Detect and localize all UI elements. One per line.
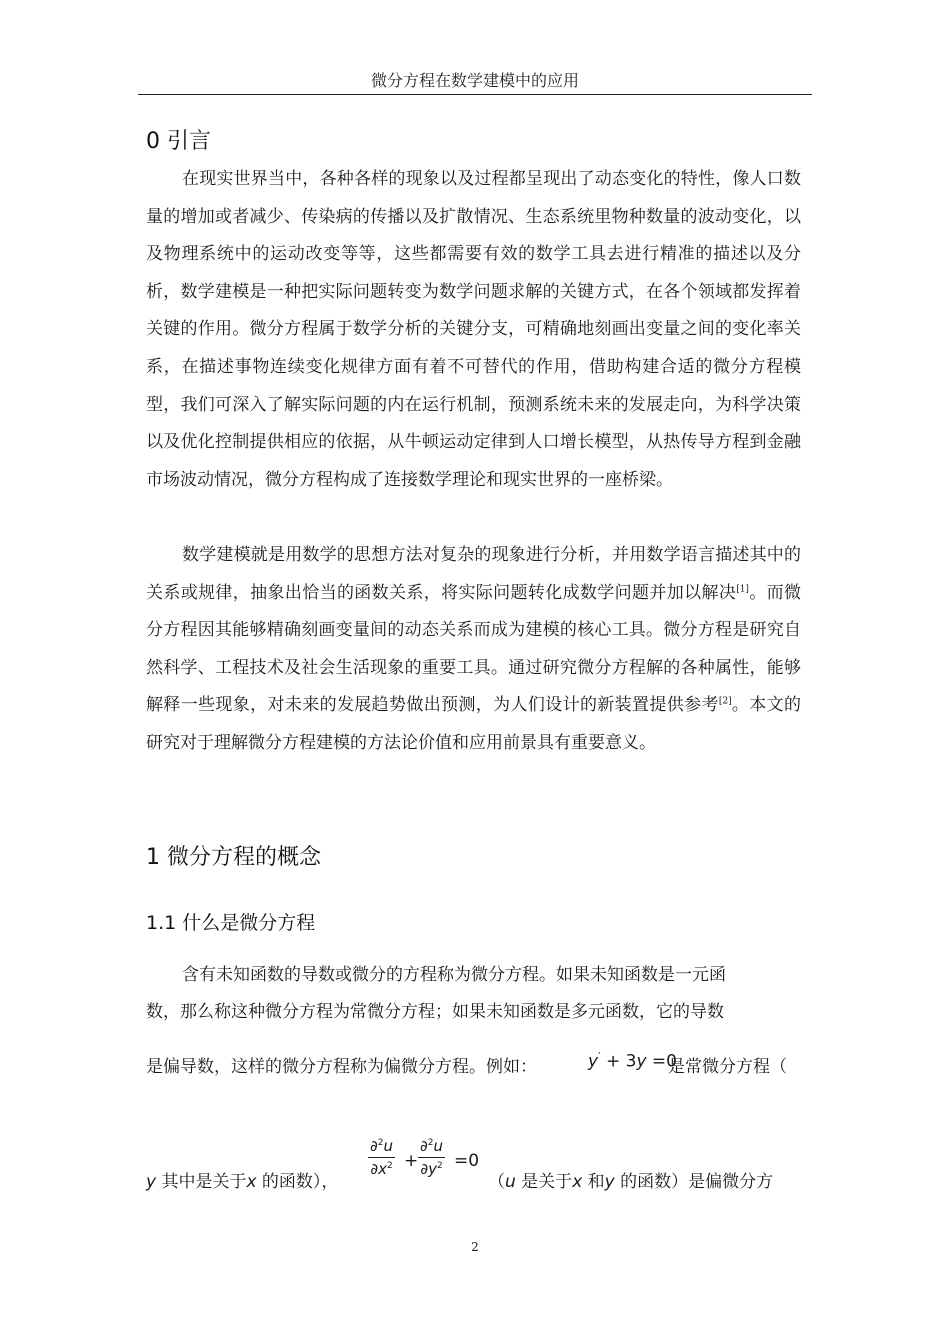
frac2-num-sup: 2 [427,1138,434,1148]
intro-paragraph-2 [146,537,801,763]
pde-fraction-1 [368,1137,395,1178]
concept-line-3-tail: 是常微分方程（ [668,1057,787,1077]
eq1-equals: =0 [646,1051,677,1072]
section-heading-intro: 0 引言 [146,129,211,154]
line4-text-6: 的函数）是偏微分方 [614,1172,774,1192]
line4-text-4: 是关于 [515,1172,573,1192]
concept-line-1: 含有未知函数的导数或微分的方程称为微分方程。如果未知函数是一元函 [182,965,726,985]
citation-1: [1] [736,583,749,594]
eq1-var-y2: y [636,1051,647,1072]
intro-paragraph-2-part-b: 。而微分方程因其能够精确刻画变量间的动态关系而成为建模的核心工具。微分方程是研究自然科学、工程技术及社会生活现象的重要工具。通过研究微分方程解的各种属性，能够解释一些现象，对未来的发展趋势做出预测，为人们设计的新装置提供参考 [146,582,802,716]
pde-fraction-2 [418,1137,445,1178]
frac2-den: ∂y [420,1160,437,1178]
subsection-heading-what-is: 1.1 什么是微分方程 [146,912,316,934]
eq1-var-y: y [588,1051,599,1072]
frac1-num-var: u [383,1137,394,1155]
eq1-rest: + 3 [600,1051,637,1072]
var-x: x [246,1172,257,1192]
concept-line-4-right [488,1170,808,1194]
var-y: y [146,1172,157,1192]
running-header: 微分方程在数学建模中的应用 [370,71,579,90]
line4-text-2: 的函数）， [256,1172,339,1192]
header-rule [138,94,812,95]
pde-plus: + [404,1151,419,1171]
frac1-den-sup: 2 [386,1161,393,1171]
var-y-2: y [604,1172,615,1192]
line4-text-3: （ [488,1172,505,1192]
frac2-partial: ∂ [420,1137,428,1155]
frac1-den: ∂x [370,1160,387,1178]
page-number: 2 [471,1240,479,1254]
frac1-partial: ∂ [370,1137,378,1155]
section-heading-concept: 1 微分方程的概念 [146,845,321,870]
pde-equals: =0 [454,1151,480,1171]
concept-line-3-text: 是偏导数，这样的微分方程称为偏微分方程。例如： [146,1057,537,1077]
frac1-num-sup: 2 [377,1138,384,1148]
var-u: u [505,1172,516,1192]
eq1-prime: ′ [598,1050,601,1063]
ode-example-equation [588,1050,677,1072]
line4-text-5: 和 [582,1172,605,1192]
concept-line-2: 数，那么称这种微分方程为常微分方程；如果未知函数是多元函数，它的导数 [146,1002,724,1022]
intro-paragraph-2-part-a: 数学建模就是用数学的思想方法对复杂的现象进行分析，并用数学语言描述其中的关系或规律，抽象出恰当的函数关系，将实际问题转化成数学问题并加以解决 [146,545,801,603]
intro-paragraph-1: 在现实世界当中，各种各样的现象以及过程都呈现出了动态变化的特性，像人口数量的增加或者减少、传染病的传播以及扩散情况、生态系统里物种数量的波动变化，以及物理系统中的运动改变等等，这些都需要有效的数学工具去进行精准的描述以及分析，数学建模是一种把实际问题转变为数学问题求解的关键方式，在各个领域都发挥着关键的作用。微分方程属于数学分析的关键分支，可精确地刻画出变量之间的变化率关系，在描述事物连续变化规律方面有着不可替代的作用，借助构建合适的微分方程模型，我们可深入了解实际问题的内在运行机制，预测系统未来的发展走向，为科学决策以及优化控制提供相应的依据，从牛顿运动定律到人口增长模型，从热传导方程到金融市场波动情况，微分方程构成了连接数学理论和现实世界的一座桥梁。 [146,169,801,490]
citation-2: [2] [718,696,732,707]
frac2-num-var: u [433,1137,444,1155]
frac2-den-sup: 2 [436,1161,443,1171]
intro-paragraph-2-part-c: 。本文的研究对于理解微分方程建模的方法论价值和应用前景具有重要意义。 [146,695,802,753]
line4-text-1: 其中是关于 [156,1172,247,1192]
var-x-2: x [572,1172,583,1192]
